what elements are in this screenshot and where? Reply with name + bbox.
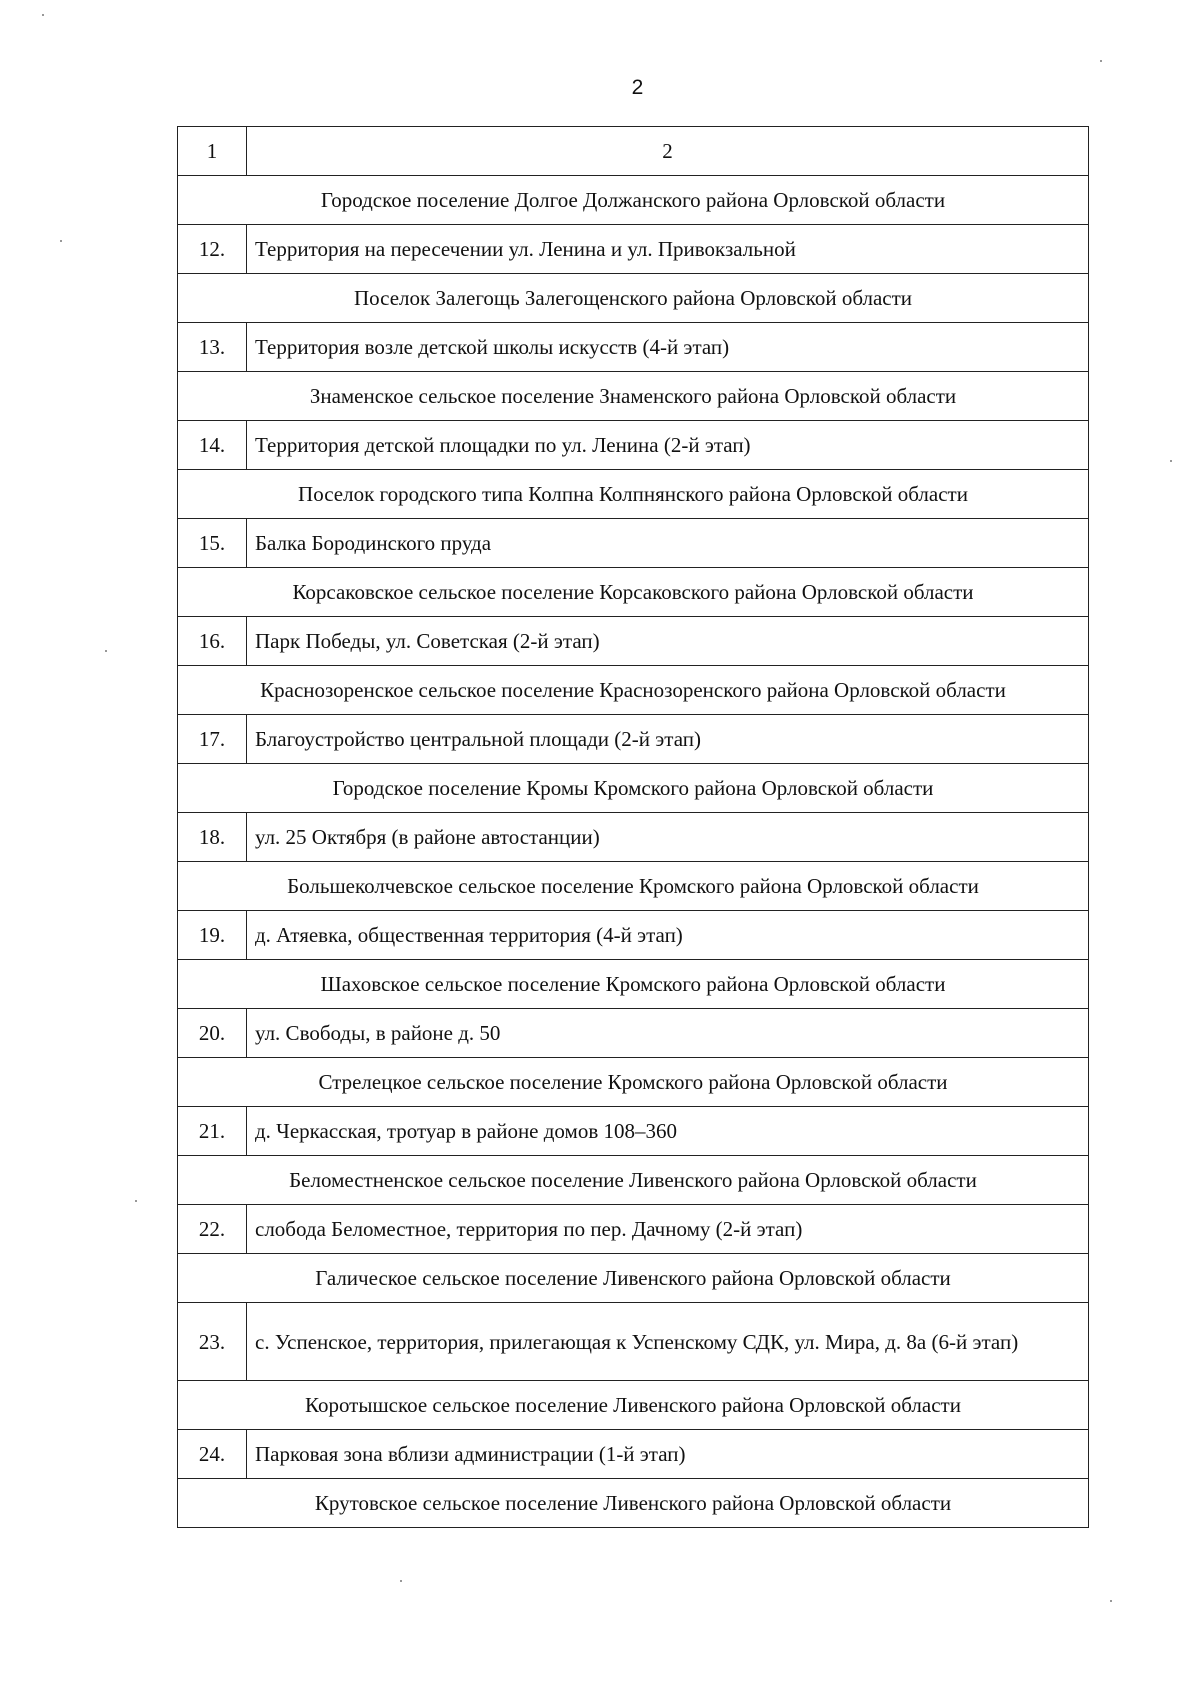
group-row: [178, 1254, 1089, 1303]
settlement-heading: Беломестненское сельское поселение Ливенского района Орловской области: [178, 1156, 1089, 1205]
table-row: [178, 617, 1089, 666]
territory-name: д. Атяевка, общественная территория (4-й этап): [247, 911, 1089, 960]
territory-name: Балка Бородинского пруда: [247, 519, 1089, 568]
row-number: 12.: [178, 225, 247, 274]
scan-speck: [105, 650, 107, 652]
scan-speck: [1170, 460, 1172, 462]
page-number: 2: [631, 76, 644, 99]
table-row: [178, 1430, 1089, 1479]
territory-name: ул. Свободы, в районе д. 50: [247, 1009, 1089, 1058]
group-row: [178, 1058, 1089, 1107]
settlement-heading: Городское поселение Кромы Кромского района Орловской области: [178, 764, 1089, 813]
settlement-heading: Корсаковское сельское поселение Корсаковского района Орловской области: [178, 568, 1089, 617]
settlement-heading: Шаховское сельское поселение Кромского района Орловской области: [178, 960, 1089, 1009]
group-row: [178, 1479, 1089, 1528]
group-row: [178, 470, 1089, 519]
group-row: [178, 862, 1089, 911]
scan-speck: [1110, 1600, 1112, 1602]
territory-name: Территория возле детской школы искусств (4-й этап): [247, 323, 1089, 372]
settlement-heading: Стрелецкое сельское поселение Кромского района Орловской области: [178, 1058, 1089, 1107]
group-row: [178, 176, 1089, 225]
table-row: [178, 519, 1089, 568]
table-row: [178, 421, 1089, 470]
table-row: [178, 1009, 1089, 1058]
group-row: [178, 764, 1089, 813]
header-col-2: 2: [247, 127, 1089, 176]
group-row: [178, 274, 1089, 323]
row-number: 22.: [178, 1205, 247, 1254]
header-col-1: 1: [178, 127, 247, 176]
settlement-heading: Городское поселение Долгое Должанского района Орловской области: [178, 176, 1089, 225]
table-row: [178, 813, 1089, 862]
territory-name: Парковая зона вблизи администрации (1-й этап): [247, 1430, 1089, 1479]
settlement-heading: Большеколчевское сельское поселение Кромского района Орловской области: [178, 862, 1089, 911]
territory-name: с. Успенское, территория, прилегающая к Успенскому СДК, ул. Мира, д. 8а (6-й этап): [247, 1303, 1089, 1381]
table-row: [178, 911, 1089, 960]
group-row: [178, 1381, 1089, 1430]
table-row: [178, 1205, 1089, 1254]
territory-name: Благоустройство центральной площади (2-й этап): [247, 715, 1089, 764]
settlement-heading: Знаменское сельское поселение Знаменского района Орловской области: [178, 372, 1089, 421]
group-row: [178, 960, 1089, 1009]
scan-speck: [1100, 60, 1102, 62]
settlement-heading: Поселок Залегощь Залегощенского района Орловской области: [178, 274, 1089, 323]
table-row: [178, 225, 1089, 274]
scan-speck: [42, 14, 44, 16]
territories-table: [177, 126, 1089, 1528]
scan-speck: [60, 240, 62, 242]
row-number: 13.: [178, 323, 247, 372]
group-row: [178, 568, 1089, 617]
settlement-heading: Галическое сельское поселение Ливенского района Орловской области: [178, 1254, 1089, 1303]
row-number: 16.: [178, 617, 247, 666]
settlement-heading: Поселок городского типа Колпна Колпнянского района Орловской области: [178, 470, 1089, 519]
row-number: 24.: [178, 1430, 247, 1479]
scan-speck: [135, 1200, 137, 1202]
row-number: 21.: [178, 1107, 247, 1156]
row-number: 14.: [178, 421, 247, 470]
territory-name: слобода Беломестное, территория по пер. Дачному (2-й этап): [247, 1205, 1089, 1254]
table-row: [178, 1303, 1089, 1381]
row-number: 17.: [178, 715, 247, 764]
territory-name: д. Черкасская, тротуар в районе домов 108–360: [247, 1107, 1089, 1156]
settlement-heading: Краснозоренское сельское поселение Краснозоренского района Орловской области: [178, 666, 1089, 715]
row-number: 23.: [178, 1303, 247, 1381]
territory-name: ул. 25 Октября (в районе автостанции): [247, 813, 1089, 862]
table-row: [178, 715, 1089, 764]
settlement-heading: Коротышское сельское поселение Ливенского района Орловской области: [178, 1381, 1089, 1430]
territory-name: Территория детской площадки по ул. Ленина (2-й этап): [247, 421, 1089, 470]
row-number: 18.: [178, 813, 247, 862]
territory-name: Территория на пересечении ул. Ленина и ул. Привокзальной: [247, 225, 1089, 274]
scan-speck: [400, 1580, 402, 1582]
group-row: [178, 666, 1089, 715]
settlement-heading: Крутовское сельское поселение Ливенского района Орловской области: [178, 1479, 1089, 1528]
table-row: [178, 323, 1089, 372]
territory-name: Парк Победы, ул. Советская (2-й этап): [247, 617, 1089, 666]
group-row: [178, 1156, 1089, 1205]
group-row: [178, 372, 1089, 421]
row-number: 19.: [178, 911, 247, 960]
row-number: 15.: [178, 519, 247, 568]
table-row: [178, 1107, 1089, 1156]
row-number: 20.: [178, 1009, 247, 1058]
table-header-row: [178, 127, 1089, 176]
